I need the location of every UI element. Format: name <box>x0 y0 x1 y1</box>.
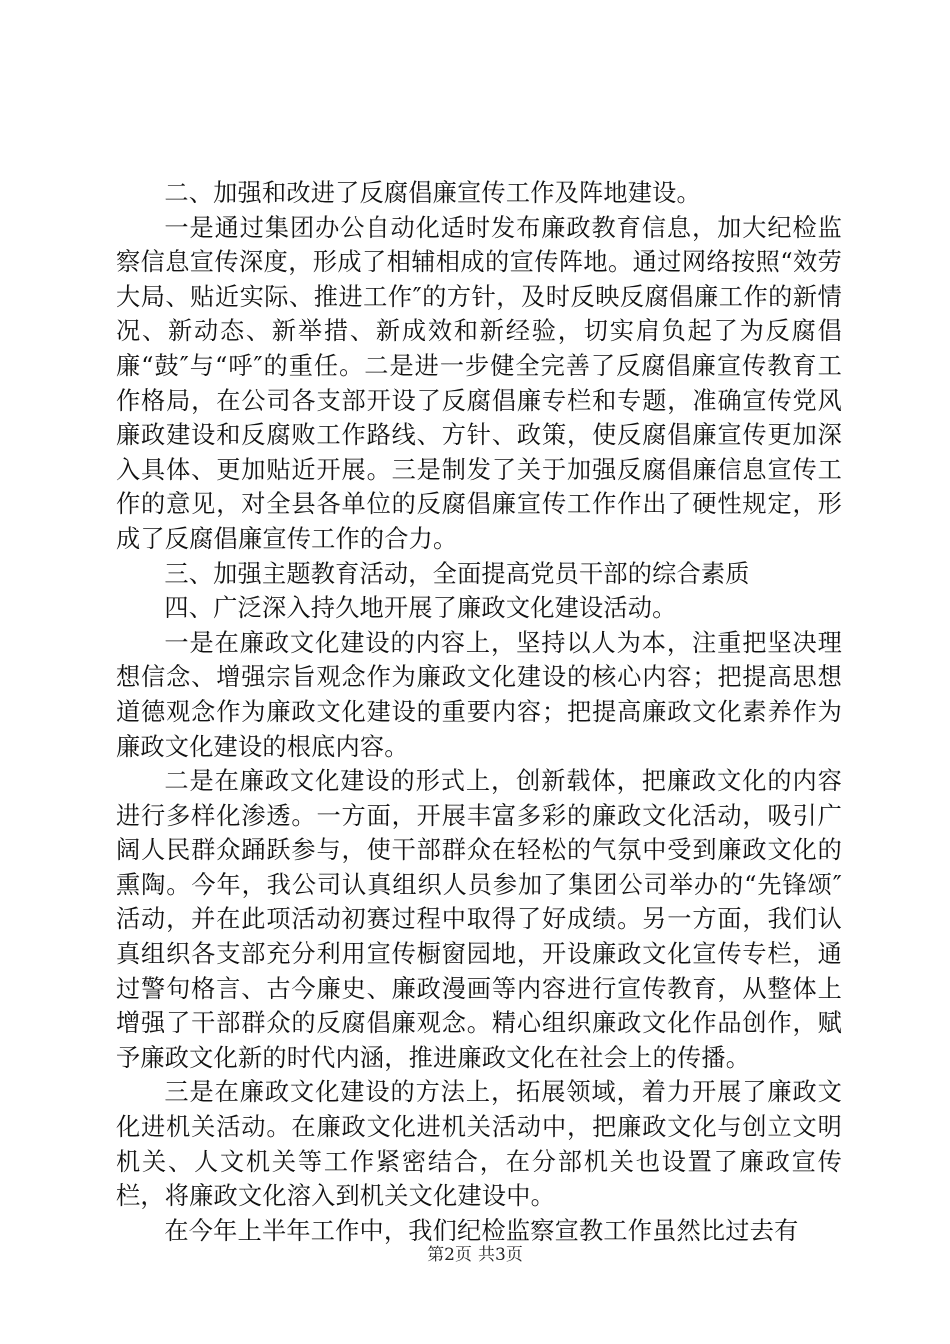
paragraph: 一是在廉政文化建设的内容上，坚持以人为本，注重把坚决理想信念、增强宗旨观念作为廉政文化建设的核心内容；把提高思想道德观念作为廉政文化建设的重要内容；把提高廉政文化素养作为廉政文化建设的根底内容。 <box>116 628 842 761</box>
paragraph: 三是在廉政文化建设的方法上，拓展领域，着力开展了廉政文化进机关活动。在廉政文化进机关活动中，把廉政文化与创立文明机关、人文机关等工作紧密结合，在分部机关也设置了廉政宣传栏，将廉政文化溶入到机关文化建设中。 <box>116 1078 842 1211</box>
section-heading-2: 二、加强和改进了反腐倡廉宣传工作及阵地建设。 <box>164 179 701 207</box>
paragraph: 二是在廉政文化建设的形式上，创新载体，把廉政文化的内容进行多样化渗透。一方面，开展丰富多彩的廉政文化活动，吸引广阔人民群众踊跃参与，使干部群众在轻松的气氛中受到廉政文化的熏陶。今年，我公司认真组织人员参加了集团公司举办的“先锋颂″活动，并在此项活动初赛过程中取得了好成绩。另一方面，我们认真组织各支部充分利用宣传橱窗园地，开设廉政文化宣传专栏，通过警句格言、古今廉史、廉政漫画等内容进行宣传教育，从整体上增强了干部群众的反腐倡廉观念。精心组织廉政文化作品创作，赋予廉政文化新的时代内涵，推进廉政文化在社会上的传播。 <box>116 767 842 1072</box>
paragraph: 一是通过集团办公自动化适时发布廉政教育信息，加大纪检监察信息宣传深度，形成了相辅相成的宣传阵地。通过网络按照“效劳大局、贴近实际、推进工作″的方针，及时反映反腐倡廉工作的新情况、新动态、新举措、新成效和新经验，切实肩负起了为反腐倡廉“鼓″与“呼″的重任。二是进一步健全完善了反腐倡廉宣传教育工作格局，在公司各支部开设了反腐倡廉专栏和专题，准确宣传党风廉政建设和反腐败工作路线、方针、政策，使反腐倡廉宣传更加深入具体、更加贴近开展。三是制发了关于加强反腐倡廉信息宣传工作的意见，对全县各单位的反腐倡廉宣传工作作出了硬性规定，形成了反腐倡廉宣传工作的合力。 <box>116 213 842 553</box>
section-heading-3: 三、加强主题教育活动，全面提高党员干部的综合素质 <box>164 559 750 588</box>
section-heading-4: 四、广泛深入持久地开展了廉政文化建设活动。 <box>164 594 677 623</box>
page-footer <box>0 1244 950 1266</box>
page-number: 第2页 <box>427 1245 472 1265</box>
document-body <box>116 176 842 1248</box>
page-total: 共3页 <box>478 1245 523 1265</box>
paragraph: 在今年上半年工作中，我们纪检监察宣教工作虽然比过去有 <box>164 1216 799 1245</box>
